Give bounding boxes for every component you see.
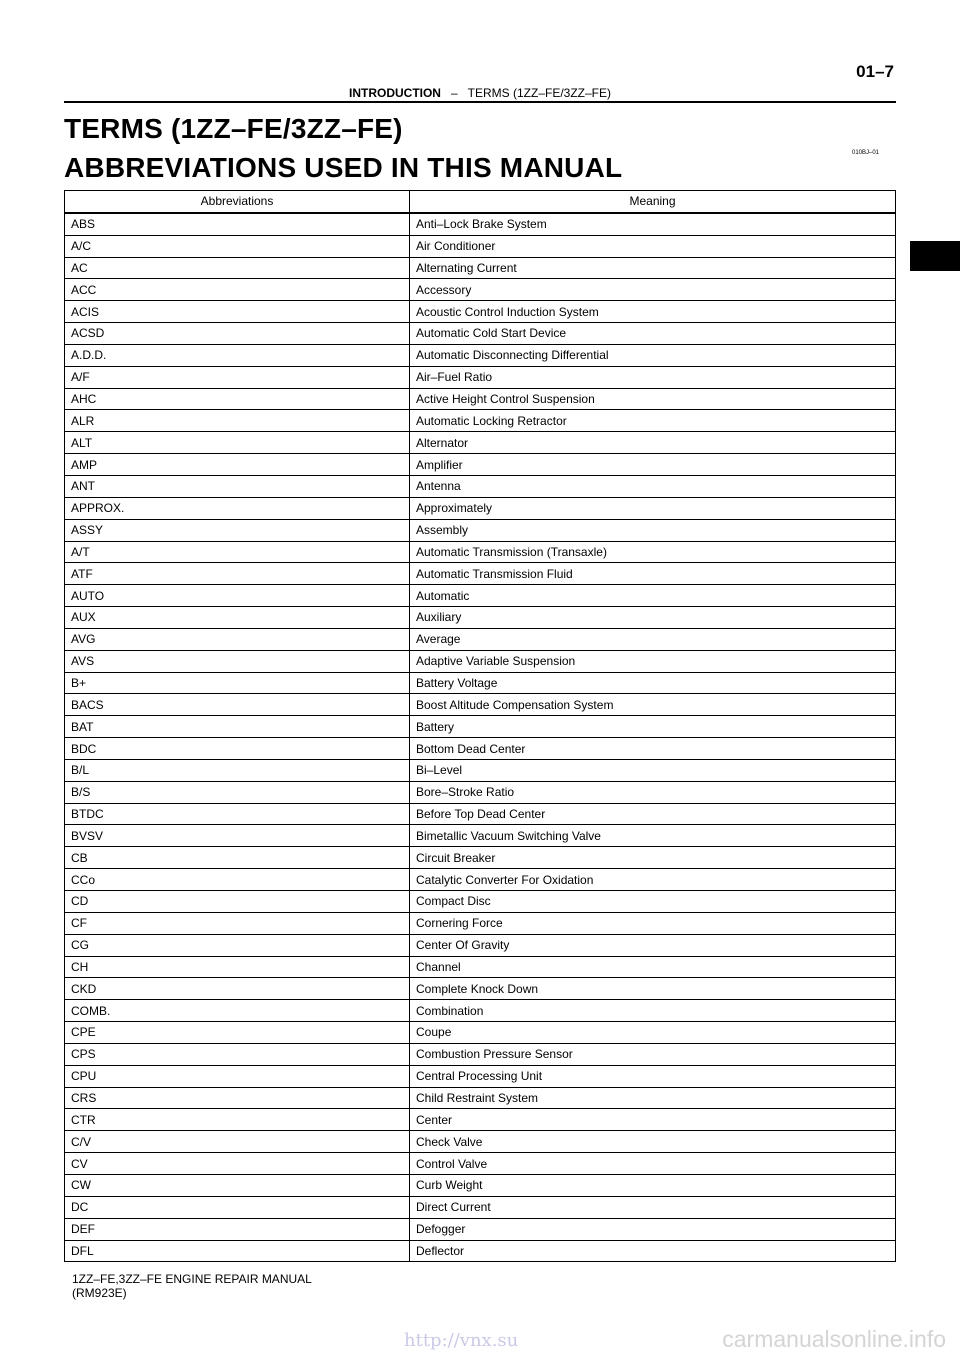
abbreviation-cell: DFL: [65, 1240, 410, 1262]
table-row: [65, 541, 896, 563]
meaning-cell: Central Processing Unit: [410, 1065, 896, 1087]
meaning-cell: Automatic Transmission (Transaxle): [410, 541, 896, 563]
meaning-cell: Anti–Lock Brake System: [410, 213, 896, 235]
table-row: [65, 1065, 896, 1087]
abbreviation-cell: A.D.D.: [65, 344, 410, 366]
abbreviation-cell: ACSD: [65, 323, 410, 345]
table-row: [65, 891, 896, 913]
abbreviation-cell: ANT: [65, 475, 410, 497]
abbreviation-cell: ALR: [65, 410, 410, 432]
table-row: [65, 213, 896, 235]
table-row: [65, 1131, 896, 1153]
abbreviation-cell: ACIS: [65, 301, 410, 323]
table-row: [65, 847, 896, 869]
abbreviation-cell: CF: [65, 912, 410, 934]
table-row: [65, 1196, 896, 1218]
abbreviation-cell: AHC: [65, 388, 410, 410]
meaning-cell: Before Top Dead Center: [410, 803, 896, 825]
table-row: [65, 563, 896, 585]
meaning-cell: Automatic Transmission Fluid: [410, 563, 896, 585]
running-header: [0, 86, 960, 100]
header-section: INTRODUCTION: [348, 86, 441, 100]
meaning-cell: Cornering Force: [410, 912, 896, 934]
table-row: [65, 585, 896, 607]
footer: [72, 1272, 312, 1300]
abbreviation-cell: A/T: [65, 541, 410, 563]
abbreviation-cell: BVSV: [65, 825, 410, 847]
meaning-cell: Defogger: [410, 1218, 896, 1240]
meaning-cell: Center Of Gravity: [410, 934, 896, 956]
table-row: [65, 1022, 896, 1044]
table-row: [65, 628, 896, 650]
column-header-abbreviations: Abbreviations: [65, 191, 410, 213]
meaning-cell: Check Valve: [410, 1131, 896, 1153]
header-separator: –: [450, 86, 458, 100]
table-row: [65, 388, 896, 410]
meaning-cell: Alternating Current: [410, 257, 896, 279]
table-row: [65, 344, 896, 366]
meaning-cell: Active Height Control Suspension: [410, 388, 896, 410]
table-row: [65, 366, 896, 388]
meaning-cell: Circuit Breaker: [410, 847, 896, 869]
table-row: [65, 1109, 896, 1131]
abbreviations-table: [64, 190, 896, 1262]
abbreviation-cell: CB: [65, 847, 410, 869]
watermark-link[interactable]: http://vnx.su: [404, 1330, 519, 1351]
meaning-cell: Approximately: [410, 497, 896, 519]
meaning-cell: Coupe: [410, 1022, 896, 1044]
table-row: [65, 781, 896, 803]
meaning-cell: Automatic: [410, 585, 896, 607]
table-row: [65, 475, 896, 497]
table-row: [65, 323, 896, 345]
meaning-cell: Curb Weight: [410, 1174, 896, 1196]
table-row: [65, 1087, 896, 1109]
abbreviation-cell: B/S: [65, 781, 410, 803]
meaning-cell: Acoustic Control Induction System: [410, 301, 896, 323]
meaning-cell: Control Valve: [410, 1153, 896, 1175]
header-rule: [64, 101, 896, 103]
footer-manual-title: 1ZZ–FE,3ZZ–FE ENGINE REPAIR MANUAL: [72, 1272, 312, 1286]
abbreviation-cell: CRS: [65, 1087, 410, 1109]
table-row: [65, 279, 896, 301]
table-row: [65, 803, 896, 825]
meaning-cell: Center: [410, 1109, 896, 1131]
abbreviation-cell: ATF: [65, 563, 410, 585]
meaning-cell: Alternator: [410, 432, 896, 454]
abbreviation-cell: AUTO: [65, 585, 410, 607]
table-row: [65, 672, 896, 694]
table-row: [65, 607, 896, 629]
abbreviation-cell: AUX: [65, 607, 410, 629]
meaning-cell: Catalytic Converter For Oxidation: [410, 869, 896, 891]
abbreviation-cell: AVG: [65, 628, 410, 650]
table-row: [65, 235, 896, 257]
table-row: [65, 1000, 896, 1022]
table-row: [65, 519, 896, 541]
table-row: [65, 912, 896, 934]
abbreviation-cell: ASSY: [65, 519, 410, 541]
meaning-cell: Automatic Disconnecting Differential: [410, 344, 896, 366]
table-row: [65, 738, 896, 760]
meaning-cell: Battery Voltage: [410, 672, 896, 694]
meaning-cell: Antenna: [410, 475, 896, 497]
meaning-cell: Accessory: [410, 279, 896, 301]
abbreviation-cell: B+: [65, 672, 410, 694]
abbreviation-cell: ABS: [65, 213, 410, 235]
meaning-cell: Complete Knock Down: [410, 978, 896, 1000]
abbreviation-cell: CD: [65, 891, 410, 913]
meaning-cell: Boost Altitude Compensation System: [410, 694, 896, 716]
abbreviation-cell: DC: [65, 1196, 410, 1218]
meaning-cell: Auxiliary: [410, 607, 896, 629]
table-row: [65, 497, 896, 519]
abbreviation-cell: COMB.: [65, 1000, 410, 1022]
table-row: [65, 869, 896, 891]
abbreviation-cell: C/V: [65, 1131, 410, 1153]
table-row: [65, 454, 896, 476]
meaning-cell: Deflector: [410, 1240, 896, 1262]
abbreviation-cell: CH: [65, 956, 410, 978]
abbreviation-cell: BAT: [65, 716, 410, 738]
footer-manual-code: (RM923E): [72, 1286, 127, 1300]
meaning-cell: Air Conditioner: [410, 235, 896, 257]
meaning-cell: Bottom Dead Center: [410, 738, 896, 760]
abbreviation-cell: B/L: [65, 759, 410, 781]
table-row: [65, 1174, 896, 1196]
abbreviation-cell: ALT: [65, 432, 410, 454]
meaning-cell: Assembly: [410, 519, 896, 541]
table-row: [65, 650, 896, 672]
abbreviation-cell: A/F: [65, 366, 410, 388]
meaning-cell: Direct Current: [410, 1196, 896, 1218]
page-title: TERMS (1ZZ–FE/3ZZ–FE): [64, 113, 403, 144]
meaning-cell: Combination: [410, 1000, 896, 1022]
column-header-meaning: Meaning: [410, 191, 896, 213]
document-id: 010BJ–01: [852, 150, 880, 156]
meaning-cell: Compact Disc: [410, 891, 896, 913]
abbreviation-cell: CCo: [65, 869, 410, 891]
abbreviation-cell: APPROX.: [65, 497, 410, 519]
meaning-cell: Automatic Cold Start Device: [410, 323, 896, 345]
meaning-cell: Combustion Pressure Sensor: [410, 1043, 896, 1065]
abbreviation-cell: CW: [65, 1174, 410, 1196]
abbreviation-cell: AC: [65, 257, 410, 279]
abbreviation-cell: BACS: [65, 694, 410, 716]
meaning-cell: Bi–Level: [410, 759, 896, 781]
table-row: [65, 257, 896, 279]
table-row: [65, 934, 896, 956]
meaning-cell: Channel: [410, 956, 896, 978]
header-subsection: TERMS (1ZZ–FE/3ZZ–FE): [467, 86, 612, 100]
table-row: [65, 825, 896, 847]
meaning-cell: Average: [410, 628, 896, 650]
table-row: [65, 301, 896, 323]
abbreviation-cell: CKD: [65, 978, 410, 1000]
abbreviation-cell: CPE: [65, 1022, 410, 1044]
section-tab-marker: [910, 241, 960, 271]
abbreviation-cell: CPS: [65, 1043, 410, 1065]
table-row: [65, 716, 896, 738]
meaning-cell: Adaptive Variable Suspension: [410, 650, 896, 672]
meaning-cell: Battery: [410, 716, 896, 738]
table-row: [65, 1043, 896, 1065]
table-row: [65, 410, 896, 432]
meaning-cell: Air–Fuel Ratio: [410, 366, 896, 388]
table-body: [65, 213, 896, 1262]
abbreviation-cell: DEF: [65, 1218, 410, 1240]
abbreviation-cell: CV: [65, 1153, 410, 1175]
meaning-cell: Child Restraint System: [410, 1087, 896, 1109]
watermark-site: carmanualsonline.info: [722, 1326, 946, 1352]
table-row: [65, 1240, 896, 1262]
abbreviation-cell: BDC: [65, 738, 410, 760]
abbreviation-cell: CTR: [65, 1109, 410, 1131]
meaning-cell: Bore–Stroke Ratio: [410, 781, 896, 803]
meaning-cell: Bimetallic Vacuum Switching Valve: [410, 825, 896, 847]
meaning-cell: Amplifier: [410, 454, 896, 476]
table-header-row: [65, 191, 896, 213]
abbreviation-cell: CG: [65, 934, 410, 956]
abbreviation-cell: CPU: [65, 1065, 410, 1087]
abbreviation-cell: AMP: [65, 454, 410, 476]
table-row: [65, 1218, 896, 1240]
abbreviation-cell: AVS: [65, 650, 410, 672]
page-number: 01–7: [856, 62, 894, 81]
abbreviation-cell: A/C: [65, 235, 410, 257]
meaning-cell: Automatic Locking Retractor: [410, 410, 896, 432]
table-row: [65, 956, 896, 978]
table-row: [65, 759, 896, 781]
section-title: ABBREVIATIONS USED IN THIS MANUAL: [64, 152, 623, 183]
table-row: [65, 694, 896, 716]
table-row: [65, 432, 896, 454]
table-row: [65, 1153, 896, 1175]
table-row: [65, 978, 896, 1000]
abbreviation-cell: ACC: [65, 279, 410, 301]
abbreviation-cell: BTDC: [65, 803, 410, 825]
